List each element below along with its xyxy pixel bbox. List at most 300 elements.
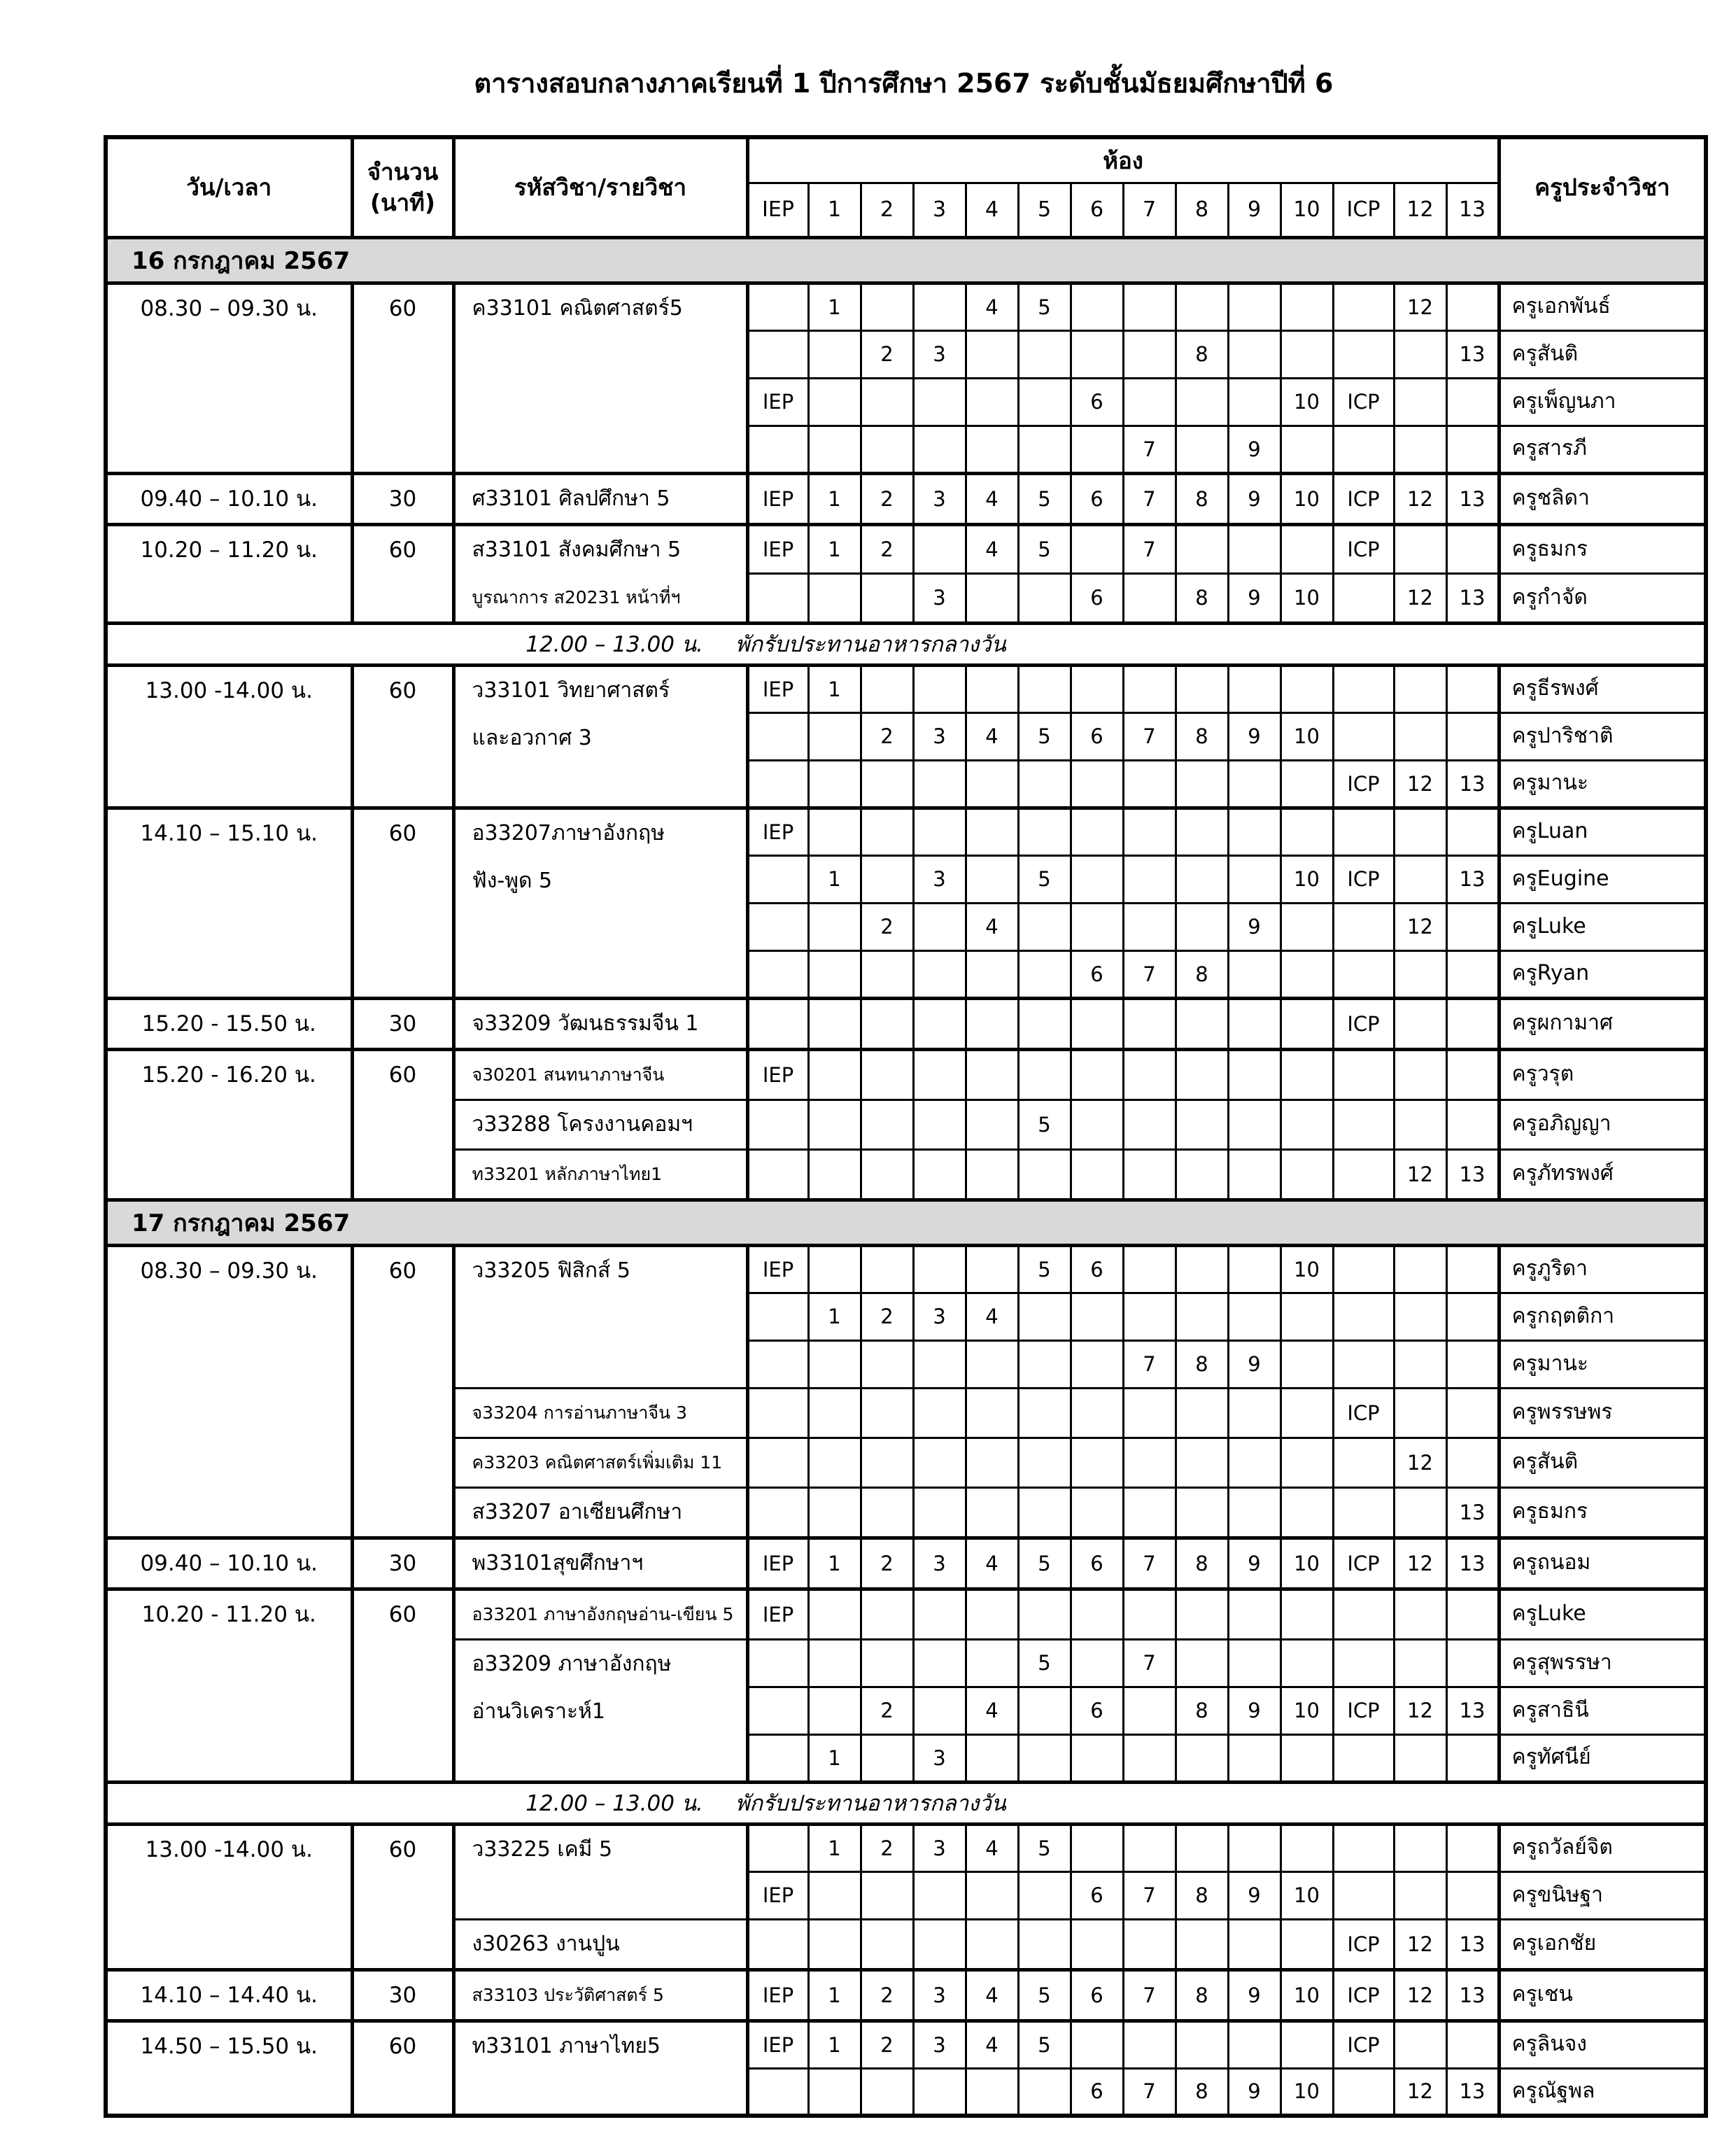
room-cell — [966, 1149, 1018, 1200]
time-text: 09.40 – 10.10 น. — [140, 486, 318, 512]
room-cell — [1123, 1149, 1176, 1200]
room-cell — [861, 283, 913, 330]
room-cell — [1071, 1438, 1123, 1487]
room-cell — [747, 2068, 808, 2116]
room-cell — [913, 1487, 966, 1538]
subject-line: ส33103 ประวัติศาสตร์ 5 — [472, 1984, 664, 2005]
room-cell — [913, 1340, 966, 1388]
room-cell — [1333, 665, 1394, 712]
room-cell: 6 — [1071, 1245, 1123, 1293]
room-cell — [1123, 998, 1176, 1049]
room-cell — [1071, 998, 1123, 1049]
room-cell: 5 — [1018, 2021, 1071, 2068]
room-cell — [1018, 426, 1071, 473]
header-duration-line2: (นาที) — [369, 188, 435, 216]
room-cell — [966, 1099, 1018, 1149]
room-cell — [1228, 1919, 1280, 1969]
room-cell: 13 — [1446, 855, 1499, 903]
lunch-label: พักรับประทานอาหารกลางวัน — [735, 632, 1006, 657]
header-datetime-cell: วัน/เวลา — [106, 137, 352, 237]
room-cell — [966, 950, 1018, 998]
table-row — [106, 1824, 1706, 1871]
room-cell — [1394, 1340, 1446, 1388]
room-cell — [1446, 2021, 1499, 2068]
time-cell — [106, 1969, 352, 2021]
room-cell — [1071, 426, 1123, 473]
room-cell: 6 — [1071, 473, 1123, 524]
room-cell — [1394, 1293, 1446, 1340]
room-cell — [913, 1639, 966, 1687]
duration-cell — [352, 473, 453, 524]
room-cell — [808, 1687, 861, 1734]
room-cell — [1123, 1438, 1176, 1487]
room-cell — [1446, 1589, 1499, 1639]
table-header — [106, 137, 1706, 237]
room-cell: 8 — [1176, 473, 1228, 524]
room-cell — [1446, 1871, 1499, 1919]
header-room-cell: 2 — [861, 183, 913, 237]
room-cell — [1446, 524, 1499, 574]
room-cell — [913, 1919, 966, 1969]
subject-line: ว33205 ฟิสิกส์ 5 — [472, 1258, 630, 1283]
room-cell — [861, 1871, 913, 1919]
room-cell — [913, 2068, 966, 2116]
room-cell — [1333, 1049, 1394, 1099]
room-cell — [1176, 665, 1228, 712]
room-cell — [1176, 1589, 1228, 1639]
room-cell — [1228, 1639, 1280, 1687]
time-cell — [106, 1049, 352, 1200]
header-room-cell: 3 — [913, 183, 966, 237]
room-cell — [1176, 855, 1228, 903]
room-cell — [1446, 712, 1499, 760]
duration-text: 30 — [388, 1550, 417, 1576]
room-cell: 7 — [1123, 524, 1176, 574]
room-cell — [808, 1340, 861, 1388]
room-cell — [861, 950, 913, 998]
room-cell — [913, 283, 966, 330]
room-cell — [1446, 426, 1499, 473]
room-cell: 4 — [966, 712, 1018, 760]
room-cell — [1228, 808, 1280, 855]
room-cell — [1176, 1639, 1228, 1687]
teacher-cell: ครูLuke — [1499, 1589, 1706, 1639]
room-cell — [1228, 665, 1280, 712]
header-rooms-group-cell: ห้อง — [747, 137, 1499, 183]
room-cell — [1333, 1639, 1394, 1687]
room-cell — [1071, 1487, 1123, 1538]
room-cell — [913, 998, 966, 1049]
table-row — [106, 1049, 1706, 1099]
room-cell — [861, 574, 913, 624]
room-cell — [747, 1149, 808, 1200]
room-cell: ICP — [1333, 524, 1394, 574]
room-cell — [1394, 1487, 1446, 1538]
room-cell — [966, 426, 1018, 473]
header-room-cell: 12 — [1394, 183, 1446, 237]
room-cell — [913, 903, 966, 950]
room-cell — [861, 998, 913, 1049]
room-cell: 1 — [808, 473, 861, 524]
room-cell — [808, 1919, 861, 1969]
room-cell — [1280, 998, 1333, 1049]
header-duration-cell — [352, 137, 453, 237]
room-cell: 1 — [808, 1293, 861, 1340]
room-cell — [808, 1487, 861, 1538]
room-cell — [966, 665, 1018, 712]
room-cell: 6 — [1071, 1871, 1123, 1919]
room-cell: 10 — [1280, 1969, 1333, 2021]
time-cell — [106, 998, 352, 1049]
duration-cell — [352, 1245, 453, 1538]
room-cell: 5 — [1018, 855, 1071, 903]
room-cell — [1446, 283, 1499, 330]
room-cell — [1280, 1824, 1333, 1871]
subject-cell — [453, 2021, 747, 2116]
room-cell — [966, 378, 1018, 426]
room-cell: 8 — [1176, 330, 1228, 378]
room-cell — [861, 426, 913, 473]
room-cell — [1333, 1824, 1394, 1871]
room-cell — [861, 378, 913, 426]
room-cell — [1071, 524, 1123, 574]
room-cell — [966, 1438, 1018, 1487]
header-room-cell: 5 — [1018, 183, 1071, 237]
time-text: 08.30 – 09.30 น. — [140, 1258, 318, 1284]
room-cell: 7 — [1123, 1340, 1176, 1388]
room-cell — [1018, 808, 1071, 855]
teacher-cell: ครูเอกพันธ์ — [1499, 283, 1706, 330]
room-cell — [1446, 1639, 1499, 1687]
room-cell — [913, 1388, 966, 1438]
room-cell: 12 — [1394, 283, 1446, 330]
room-cell — [1446, 1824, 1499, 1871]
room-cell — [1071, 330, 1123, 378]
room-cell: 13 — [1446, 330, 1499, 378]
room-cell: 12 — [1394, 1538, 1446, 1589]
room-cell — [1071, 665, 1123, 712]
room-cell — [1018, 903, 1071, 950]
room-cell — [913, 1049, 966, 1099]
room-cell — [1018, 1388, 1071, 1438]
subject-cell — [453, 1969, 747, 2021]
room-cell — [1446, 950, 1499, 998]
room-cell: 8 — [1176, 1687, 1228, 1734]
room-cell — [1071, 1149, 1123, 1200]
teacher-cell: ครูมานะ — [1499, 1340, 1706, 1388]
room-cell — [1176, 808, 1228, 855]
teacher-cell: ครูปาริชาติ — [1499, 712, 1706, 760]
subject-line: อ33209 ภาษาอังกฤษ — [472, 1651, 672, 1676]
room-cell: 7 — [1123, 1639, 1176, 1687]
room-cell — [1071, 1589, 1123, 1639]
subject-line: ว33288 โครงงานคอมฯ — [472, 1111, 693, 1137]
room-cell: 1 — [808, 1734, 861, 1782]
room-cell — [966, 1639, 1018, 1687]
teacher-cell: ครูผกามาศ — [1499, 998, 1706, 1049]
room-cell — [1018, 1149, 1071, 1200]
room-cell: 1 — [808, 283, 861, 330]
room-cell: 4 — [966, 473, 1018, 524]
duration-text: 30 — [388, 1982, 417, 2008]
room-cell — [1071, 1388, 1123, 1438]
time-text: 13.00 -14.00 น. — [145, 1836, 313, 1862]
room-cell — [1394, 712, 1446, 760]
room-cell — [808, 574, 861, 624]
room-cell — [1280, 760, 1333, 808]
room-cell — [1123, 1245, 1176, 1293]
room-cell — [1123, 665, 1176, 712]
room-cell — [913, 1099, 966, 1149]
header-duration-line1: จำนวน — [367, 157, 439, 185]
room-cell — [1018, 1438, 1071, 1487]
table-row — [106, 1245, 1706, 1293]
subject-line: พ33101สุขศึกษาฯ — [472, 1550, 644, 1575]
room-cell: ICP — [1333, 1919, 1394, 1969]
time-text: 14.10 – 14.40 น. — [140, 1982, 318, 2008]
subject-line: จ33204 การอ่านภาษาจีน 3 — [472, 1402, 687, 1423]
room-cell — [1123, 1293, 1176, 1340]
header-room-cell: ICP — [1333, 183, 1394, 237]
room-cell — [1280, 1919, 1333, 1969]
room-cell: 12 — [1394, 1149, 1446, 1200]
room-cell — [1123, 330, 1176, 378]
room-cell: 3 — [913, 1538, 966, 1589]
room-cell — [1018, 2068, 1071, 2116]
room-cell: 13 — [1446, 2068, 1499, 2116]
room-cell — [747, 950, 808, 998]
room-cell — [861, 1589, 913, 1639]
teacher-cell: ครูLuke — [1499, 903, 1706, 950]
room-cell — [747, 330, 808, 378]
duration-cell — [352, 1538, 453, 1589]
subject-cell — [453, 283, 747, 473]
room-cell — [808, 1388, 861, 1438]
room-cell — [913, 1871, 966, 1919]
room-cell — [808, 712, 861, 760]
room-cell — [966, 1388, 1018, 1438]
room-cell — [1176, 760, 1228, 808]
teacher-cell: ครูRyan — [1499, 950, 1706, 998]
room-cell — [1071, 1824, 1123, 1871]
room-cell: 5 — [1018, 1245, 1071, 1293]
room-cell: 4 — [966, 1824, 1018, 1871]
room-cell — [1394, 1734, 1446, 1782]
room-cell — [861, 1734, 913, 1782]
room-cell: 5 — [1018, 524, 1071, 574]
room-cell — [1333, 1734, 1394, 1782]
teacher-cell: ครูธีรพงศ์ — [1499, 665, 1706, 712]
teacher-cell: ครูภัทรพงศ์ — [1499, 1149, 1706, 1200]
room-cell: ICP — [1333, 2021, 1394, 2068]
page-title: ตารางสอบกลางภาคเรียนที่ 1 ปีการศึกษา 2567 ระดับชั้นมัธยมศึกษาปีที่ 6 — [474, 68, 1334, 99]
room-cell: 3 — [913, 574, 966, 624]
room-cell: 1 — [808, 1538, 861, 1589]
room-cell — [1228, 1589, 1280, 1639]
room-cell: 12 — [1394, 574, 1446, 624]
room-cell — [747, 426, 808, 473]
header-room-cell: 13 — [1446, 183, 1499, 237]
room-cell — [1333, 1245, 1394, 1293]
room-cell — [1394, 1388, 1446, 1438]
time-text: 14.10 – 15.10 น. — [140, 820, 318, 846]
room-cell: 7 — [1123, 426, 1176, 473]
room-cell — [861, 808, 913, 855]
duration-text: 60 — [388, 295, 417, 321]
subject-line: อ33201 ภาษาอังกฤษอ่าน-เขียน 5 — [472, 1603, 734, 1624]
room-cell: 10 — [1280, 378, 1333, 426]
room-cell: ICP — [1333, 473, 1394, 524]
room-cell — [913, 665, 966, 712]
room-cell: 6 — [1071, 1969, 1123, 2021]
date-band-row — [106, 237, 1706, 283]
room-cell — [1280, 808, 1333, 855]
room-cell — [1176, 1049, 1228, 1099]
room-cell — [1394, 524, 1446, 574]
room-cell: 12 — [1394, 2068, 1446, 2116]
room-cell — [1123, 1049, 1176, 1099]
date-band-row — [106, 1200, 1706, 1245]
room-cell — [1176, 1149, 1228, 1200]
room-cell — [1333, 283, 1394, 330]
duration-cell — [352, 524, 453, 623]
room-cell: 12 — [1394, 1969, 1446, 2021]
room-cell: 2 — [861, 1969, 913, 2021]
teacher-cell: ครูถนอม — [1499, 1538, 1706, 1589]
room-cell: 9 — [1228, 1687, 1280, 1734]
room-cell — [1446, 1438, 1499, 1487]
subject-cell — [453, 1099, 747, 1149]
room-cell: 13 — [1446, 1538, 1499, 1589]
room-cell: 6 — [1071, 712, 1123, 760]
room-cell — [808, 378, 861, 426]
duration-text: 30 — [388, 486, 417, 512]
room-cell — [861, 2068, 913, 2116]
room-cell: 1 — [808, 2021, 861, 2068]
room-cell — [913, 1438, 966, 1487]
room-cell — [1228, 1487, 1280, 1538]
teacher-cell: ครูณัฐพล — [1499, 2068, 1706, 2116]
room-cell: 6 — [1071, 378, 1123, 426]
duration-cell — [352, 1589, 453, 1782]
subject-cell — [453, 998, 747, 1049]
room-cell: 4 — [966, 1538, 1018, 1589]
lunch-time: 12.00 – 13.00 น. — [525, 1791, 703, 1816]
room-cell — [1280, 1589, 1333, 1639]
room-cell — [1018, 1919, 1071, 1969]
subject-line: ง30263 งานปูน — [472, 1931, 620, 1956]
room-cell: IEP — [747, 473, 808, 524]
room-cell — [1228, 1388, 1280, 1438]
table-row — [106, 2021, 1706, 2068]
room-cell — [913, 808, 966, 855]
subject-cell — [453, 1388, 747, 1438]
room-cell: 9 — [1228, 426, 1280, 473]
room-cell — [1228, 1099, 1280, 1149]
room-cell — [1228, 2021, 1280, 2068]
room-cell: 1 — [808, 855, 861, 903]
time-cell — [106, 1245, 352, 1538]
room-cell: ICP — [1333, 760, 1394, 808]
lunch-label: พักรับประทานอาหารกลางวัน — [735, 1791, 1006, 1816]
teacher-cell: ครูสันติ — [1499, 330, 1706, 378]
room-cell: 10 — [1280, 1687, 1333, 1734]
room-cell: 3 — [913, 1824, 966, 1871]
table-row — [106, 808, 1706, 855]
time-cell — [106, 665, 352, 808]
duration-cell — [352, 283, 453, 473]
room-cell — [747, 855, 808, 903]
duration-text: 60 — [388, 820, 417, 846]
room-cell: 7 — [1123, 712, 1176, 760]
room-cell — [913, 426, 966, 473]
room-cell — [1394, 1099, 1446, 1149]
room-cell — [1018, 1687, 1071, 1734]
room-cell — [1018, 1049, 1071, 1099]
room-cell: 7 — [1123, 2068, 1176, 2116]
room-cell — [808, 1871, 861, 1919]
room-cell — [966, 1049, 1018, 1099]
room-cell: 4 — [966, 903, 1018, 950]
room-cell — [966, 1919, 1018, 1969]
room-cell — [1123, 1734, 1176, 1782]
subject-line: จ30201 สนทนาภาษาจีน — [472, 1064, 665, 1085]
header-room-cell: 4 — [966, 183, 1018, 237]
room-cell — [1176, 1824, 1228, 1871]
teacher-cell: ครูลินจง — [1499, 2021, 1706, 2068]
room-cell: 4 — [966, 2021, 1018, 2068]
header-row-groups — [106, 137, 1706, 183]
teacher-cell: ครูสันติ — [1499, 1438, 1706, 1487]
room-cell: 10 — [1280, 473, 1333, 524]
room-cell — [1071, 1340, 1123, 1388]
room-cell: 8 — [1176, 1340, 1228, 1388]
room-cell — [1176, 1099, 1228, 1149]
room-cell — [861, 1639, 913, 1687]
room-cell — [1176, 378, 1228, 426]
room-cell — [1333, 903, 1394, 950]
time-cell — [106, 524, 352, 623]
room-cell: 12 — [1394, 903, 1446, 950]
table-row — [106, 665, 1706, 712]
room-cell — [1018, 330, 1071, 378]
duration-cell — [352, 1049, 453, 1200]
room-cell: 6 — [1071, 2068, 1123, 2116]
room-cell — [747, 1099, 808, 1149]
room-cell — [1280, 1388, 1333, 1438]
room-cell — [1071, 903, 1123, 950]
room-cell: IEP — [747, 1871, 808, 1919]
header-room-cell: 6 — [1071, 183, 1123, 237]
duration-cell — [352, 998, 453, 1049]
room-cell — [1228, 1149, 1280, 1200]
room-cell — [1394, 855, 1446, 903]
room-cell — [1446, 1245, 1499, 1293]
room-cell — [966, 998, 1018, 1049]
room-cell — [1071, 1049, 1123, 1099]
room-cell: 10 — [1280, 2068, 1333, 2116]
room-cell: 5 — [1018, 1969, 1071, 2021]
duration-text: 60 — [388, 1062, 417, 1088]
subject-cell — [453, 665, 747, 808]
room-cell — [861, 1049, 913, 1099]
room-cell — [1176, 903, 1228, 950]
room-cell: 5 — [1018, 1538, 1071, 1589]
room-cell — [808, 1049, 861, 1099]
exam-schedule-table — [104, 135, 1708, 2118]
room-cell — [1176, 1245, 1228, 1293]
room-cell: 13 — [1446, 760, 1499, 808]
